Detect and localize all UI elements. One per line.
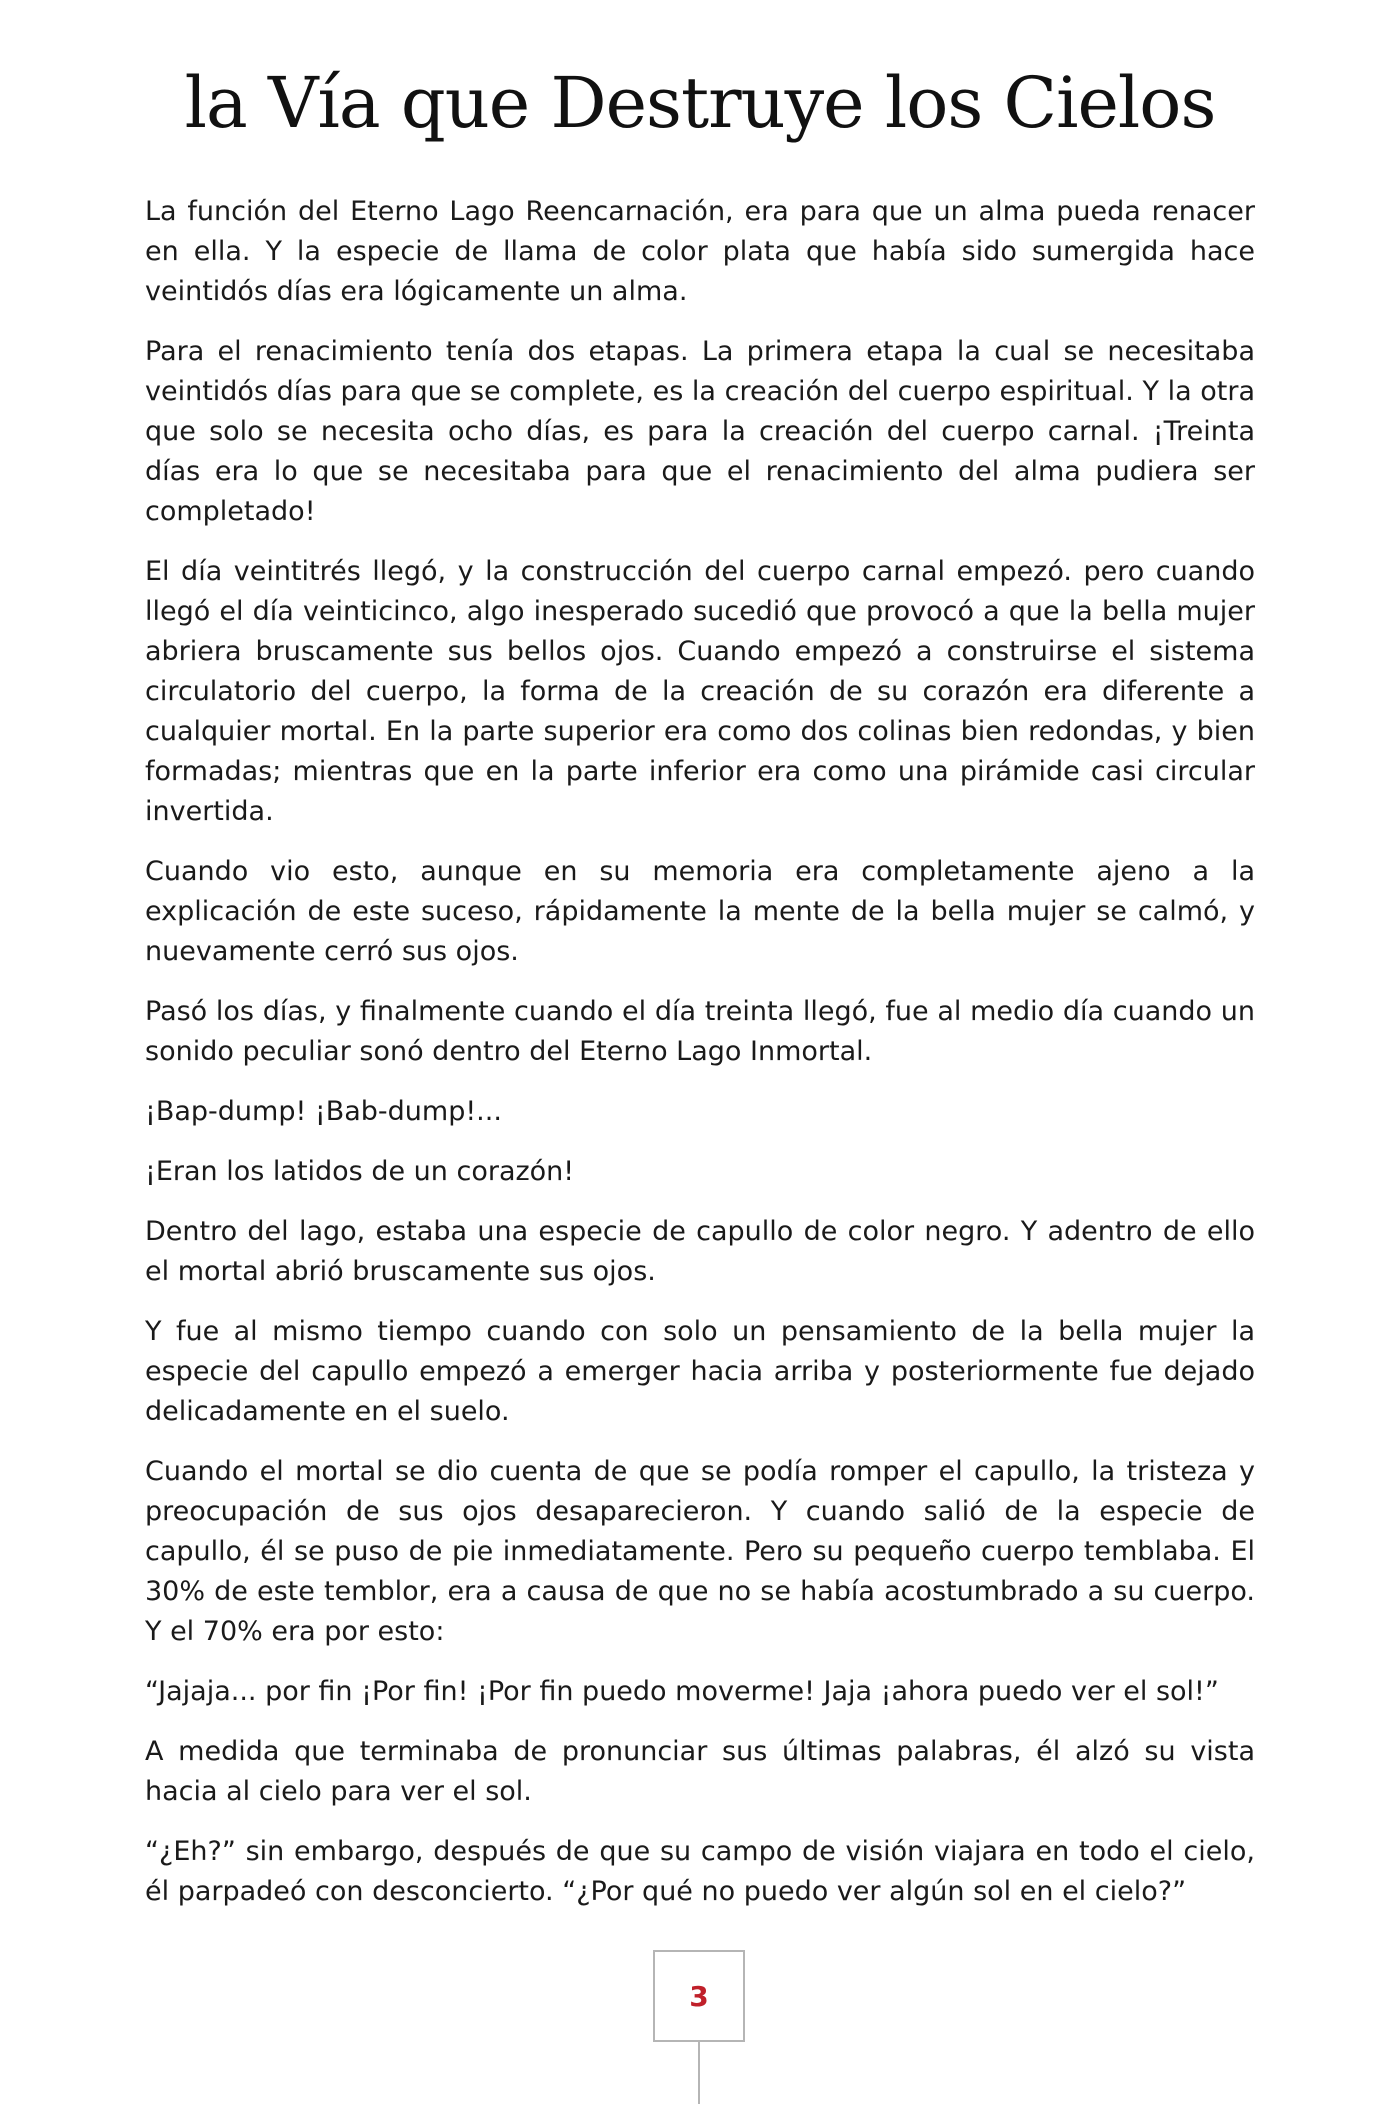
page-number: 3 [689, 1979, 709, 2013]
paragraph: Cuando el mortal se dio cuenta de que se podía romper el capullo, la tristeza y preocupación de sus ojos desaparecieron. Y cuando salió de la especie de capullo, él se puso de pie inmediatamente. Pero su pequeño cuerpo temblaba. El 30% de este temblor, era a causa de que no se había acostumbrado a su cuerpo. Y el 70% era por esto: [145, 1456, 1255, 1647]
paragraph: Dentro del lago, estaba una especie de capullo de color negro. Y adentro de ello el mortal abrió bruscamente sus ojos. [145, 1216, 1255, 1287]
paragraph: “¿Eh?” sin embargo, después de que su campo de visión viajara en todo el cielo, él parpadeó con desconcierto. “¿Por qué no puedo ver algún sol en el cielo?” [145, 1836, 1255, 1907]
paragraph: Cuando vio esto, aunque en su memoria era completamente ajeno a la explicación de este suceso, rápidamente la mente de la bella mujer se calmó, y nuevamente cerró sus ojos. [145, 856, 1255, 967]
paragraph: Pasó los días, y finalmente cuando el día treinta llegó, fue al medio día cuando un sonido peculiar sonó dentro del Eterno Lago Inmortal. [145, 996, 1255, 1067]
paragraph: A medida que terminaba de pronunciar sus últimas palabras, él alzó su vista hacia al cielo para ver el sol. [145, 1736, 1255, 1807]
paragraph: ¡Eran los latidos de un corazón! [145, 1156, 575, 1187]
paragraph: La función del Eterno Lago Reencarnación, era para que un alma pueda renacer en ella. Y la especie de llama de color plata que había sido sumergida hace veintidós días era lógicamente un alma. [145, 196, 1255, 307]
paragraph: “Jajaja... por fin ¡Por fin! ¡Por fin puedo moverme! Jaja ¡ahora puedo ver el sol!” [145, 1676, 1219, 1707]
paragraph: Para el renacimiento tenía dos etapas. La primera etapa la cual se necesitaba veintidós días para que se complete, es la creación del cuerpo espiritual. Y la otra que solo se necesita ocho días, es para la creación del cuerpo carnal. ¡Treinta días era lo que se necesitaba para que el renacimiento del alma pudiera ser completado! [145, 336, 1255, 527]
page-number-box [653, 1950, 745, 2042]
page-number-stem [698, 2042, 700, 2104]
page-title: la Vía que Destruye los Cielos [184, 62, 1216, 144]
paragraph: Y fue al mismo tiempo cuando con solo un pensamiento de la bella mujer la especie del capullo empezó a emerger hacia arriba y posteriormente fue dejado delicadamente en el suelo. [145, 1316, 1255, 1427]
paragraph: El día veintitrés llegó, y la construcción del cuerpo carnal empezó. pero cuando llegó el día veinticinco, algo inesperado sucedió que provocó a que la bella mujer abriera bruscamente sus bellos ojos. Cuando empezó a construirse el sistema circulatorio del cuerpo, la forma de la creación de su corazón era diferente a cualquier mortal. En la parte superior era como dos colinas bien redondas, y bien formadas; mientras que en la parte inferior era como una pirámide casi circular invertida. [145, 556, 1255, 827]
body-text [145, 192, 1255, 1932]
paragraph: ¡Bap-dump! ¡Bab-dump!... [145, 1096, 502, 1127]
